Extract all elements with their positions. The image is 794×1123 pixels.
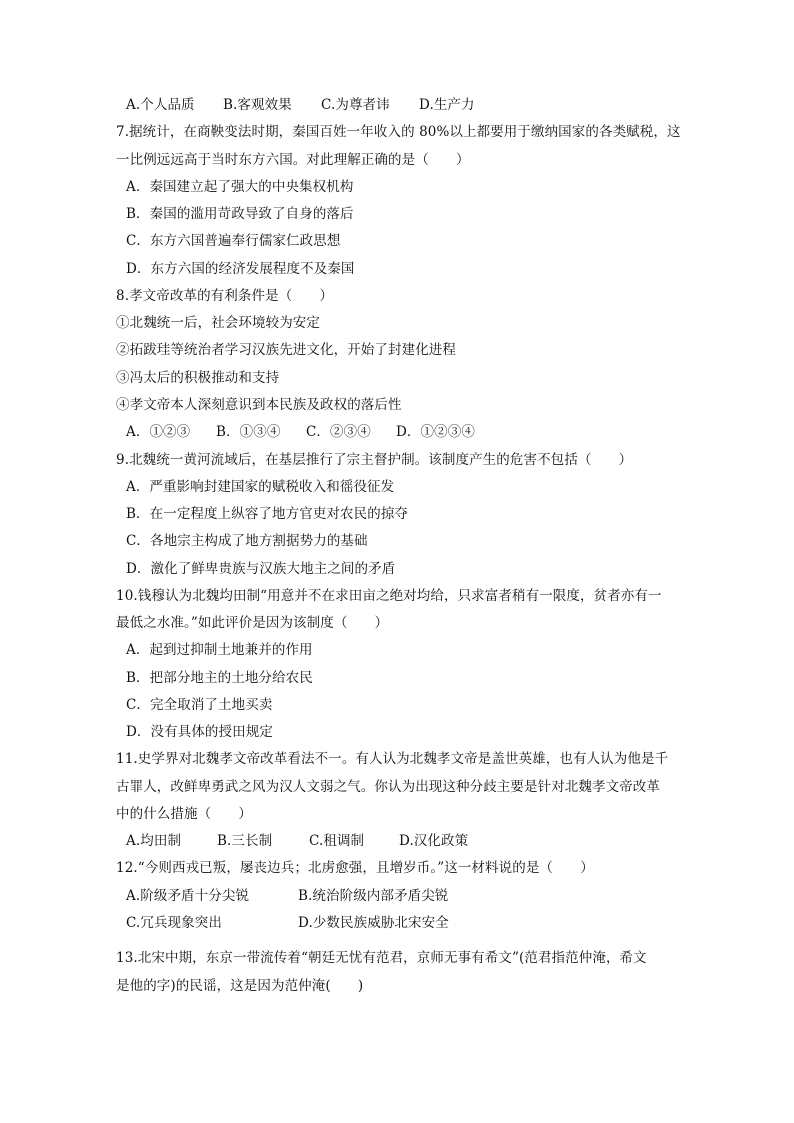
- q6-option-a: A.个人品质: [126, 97, 195, 113]
- q7-stem-line-2: 一比例远远高于当时东方六国。对此理解正确的是（ ）: [116, 152, 470, 168]
- q8-options-row: [126, 422, 475, 442]
- q12-options-row-1: [126, 886, 448, 906]
- q7-option-c: C．东方六国普遍奉行儒家仁政思想: [126, 233, 341, 249]
- q8-item-4: ④孝文帝本人深刻意识到本民族及政权的落后性: [116, 397, 402, 413]
- q8-option-b: B．①③④: [216, 424, 281, 440]
- q8-item-2: ②拓跋珪等统治者学习汉族先进文化，开始了封建化进程: [116, 342, 456, 358]
- q12-option-d: D.少数民族威胁北宋安全: [298, 915, 449, 931]
- q11-option-d: D.汉化政策: [399, 833, 469, 849]
- q7-option-d: D．东方六国的经济发展程度不及秦国: [126, 261, 355, 277]
- q6-options-row: [126, 95, 475, 115]
- q11-option-c: C.租调制: [309, 833, 365, 849]
- q11-stem-line-1: 11.史学界对北魏孝文帝改革看法不一。有人认为北魏孝文帝是盖世英雄，也有人认为他是千: [116, 751, 669, 767]
- q11-stem-line-3: 中的什么措施（ ）: [116, 806, 252, 822]
- q6-option-d: D.生产力: [419, 97, 475, 113]
- q11-options-row: [126, 831, 468, 851]
- q13-stem-line-2: 是他的字)的民谣，这是因为范仲淹( ): [116, 978, 364, 994]
- q11-stem-line-2: 古罪人，改鲜卑勇武之风为汉人文弱之气。你认为出现这种分歧主要是针对北魏孝文帝改革: [116, 779, 660, 795]
- q6-option-b: B.客观效果: [223, 97, 292, 113]
- q8-stem: 8.孝文帝改革的有利条件是（ ）: [116, 288, 334, 304]
- q11-option-a: A.均田制: [126, 833, 182, 849]
- q12-option-c: C.冗兵现象突出: [126, 915, 222, 931]
- q12-option-b: B.统治阶级内部矛盾尖锐: [298, 888, 449, 904]
- q11-option-b: B.三长制: [217, 833, 273, 849]
- q6-option-c: C.为尊者讳: [321, 97, 390, 113]
- q12-option-a: A.阶级矛盾十分尖锐: [126, 888, 250, 904]
- q9-option-a: A．严重影响封建国家的赋税收入和徭役征发: [126, 479, 395, 495]
- q10-stem-line-1: 10.钱穆认为北魏均田制“用意并不在求田亩之绝对均给，只求富者稍有一限度，贫者亦有一: [116, 588, 662, 604]
- q7-option-a: A．秦国建立起了强大的中央集权机构: [126, 179, 354, 195]
- q8-item-3: ③冯太后的积极推动和支持: [116, 370, 280, 386]
- q9-option-d: D．激化了鲜卑贵族与汉族大地主之间的矛盾: [126, 561, 396, 577]
- q8-option-a: A．①②③: [126, 424, 191, 440]
- q9-stem: 9.北魏统一黄河流域后，在基层推行了宗主督护制。该制度产生的危害不包括（ ）: [116, 452, 633, 468]
- q7-option-b: B．秦国的滥用苛政导致了自身的落后: [126, 206, 354, 222]
- q8-item-1: ①北魏统一后，社会环境较为安定: [116, 315, 320, 331]
- q13-stem-line-1: 13.北宋中期，东京一带流传着“朝廷无忧有范君，京师无事有希文”(范君指范仲淹，希文: [116, 950, 647, 966]
- q7-stem-line-1: 7.据统计，在商鞅变法时期，秦国百姓一年收入的 80%以上都要用于缴纳国家的各类赋税，这: [116, 124, 681, 140]
- q10-option-c: C．完全取消了土地买卖: [126, 697, 273, 713]
- q9-option-b: B．在一定程度上纵容了地方官吏对农民的掠夺: [126, 506, 409, 522]
- q10-option-a: A．起到过抑制土地兼并的作用: [126, 642, 313, 658]
- q10-option-b: B．把部分地主的土地分给农民: [126, 670, 313, 686]
- q8-option-c: C．②③④: [306, 424, 371, 440]
- q12-options-row-2: [126, 913, 449, 933]
- q12-stem: 12.“今则西戎已叛，屡丧边兵；北虏愈强，且增岁币。”这一材料说的是（ ）: [116, 860, 594, 876]
- q10-option-d: D．没有具体的授田规定: [126, 724, 273, 740]
- q10-stem-line-2: 最低之水准。”如此评价是因为该制度（ ）: [116, 615, 389, 631]
- q9-option-c: C．各地宗主构成了地方割据势力的基础: [126, 533, 368, 549]
- q8-option-d: D．①②③④: [396, 424, 475, 440]
